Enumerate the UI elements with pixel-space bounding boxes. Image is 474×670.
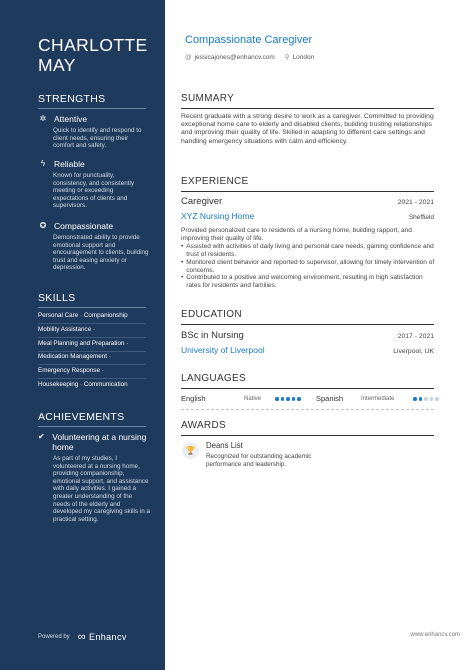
education-school: University of Liverpool bbox=[181, 345, 265, 355]
strengths-heading: STRENGTHS bbox=[38, 93, 106, 105]
rating-dot bbox=[297, 397, 301, 401]
achievements-heading: ACHIEVEMENTS bbox=[38, 411, 125, 423]
summary-divider bbox=[181, 108, 434, 109]
award-description: Recognized for outstanding academic performance and leadership. bbox=[206, 453, 312, 468]
rating-dot bbox=[281, 397, 285, 401]
experience-divider bbox=[181, 191, 434, 192]
language-english: English bbox=[181, 394, 206, 403]
education-dates: 2017 - 2021 bbox=[397, 333, 434, 340]
skill-row: Medication Management · bbox=[38, 353, 111, 360]
experience-company-row bbox=[181, 211, 434, 221]
main-content bbox=[165, 0, 474, 670]
location: ⚲ London bbox=[284, 53, 315, 61]
education-location: Liverpool, UK bbox=[393, 348, 434, 355]
sparkle-icon: ✲ bbox=[39, 114, 47, 123]
lightning-icon: ϟ bbox=[40, 159, 46, 168]
experience-details bbox=[181, 227, 436, 290]
education-degree: BSc in Nursing bbox=[181, 330, 244, 341]
awards-heading: AWARDS bbox=[181, 420, 226, 431]
strength-reliable: ϟ Reliable Known for punctuality, consistency, and consistently meeting or exceeding expectations of clients and supervisors. bbox=[38, 159, 150, 210]
education-school-row bbox=[181, 345, 434, 355]
rating-dot bbox=[430, 397, 434, 401]
sidebar bbox=[0, 0, 165, 670]
skill-row: Meal Planning and Preparation · bbox=[38, 340, 129, 347]
candidate-name: CHARLOTTE MAY bbox=[38, 35, 148, 75]
rating-dot bbox=[413, 397, 417, 401]
achievements-divider bbox=[38, 426, 146, 427]
skill-divider bbox=[38, 351, 146, 352]
website-link[interactable]: www.enhancv.com bbox=[410, 632, 460, 638]
experience-heading: EXPERIENCE bbox=[181, 176, 249, 187]
powered-by: Powered by ∞ Enhancv bbox=[38, 631, 127, 643]
skills-divider bbox=[38, 307, 146, 308]
rating-dot bbox=[286, 397, 290, 401]
experience-dates: 2021 - 2021 bbox=[397, 199, 434, 206]
skill-row: Personal Care · Companionship bbox=[38, 312, 128, 319]
at-icon: @ bbox=[185, 53, 192, 61]
skill-row: Housekeeping · Communication bbox=[38, 381, 128, 388]
skill-divider bbox=[38, 364, 146, 365]
language-level: Native bbox=[244, 396, 262, 402]
check-icon: ✔ bbox=[38, 432, 45, 441]
rating-dot bbox=[419, 397, 423, 401]
skill-divider bbox=[38, 323, 146, 324]
languages-divider bbox=[181, 388, 434, 389]
strengths-divider bbox=[38, 108, 146, 109]
skill-divider bbox=[38, 378, 146, 379]
award-name: Deans List bbox=[206, 441, 243, 450]
language-level: Intermediate bbox=[361, 396, 395, 402]
infinity-icon: ∞ bbox=[77, 631, 86, 643]
rating-dot bbox=[292, 397, 296, 401]
language-rating-english bbox=[275, 397, 301, 401]
list-item: • Contributed to a positive and welcoming environment, resulting in high satisfaction rates for residents and families. bbox=[181, 274, 423, 290]
languages-dotted-divider bbox=[181, 409, 434, 410]
language-rating-spanish bbox=[413, 397, 439, 401]
rating-dot bbox=[424, 397, 428, 401]
list-item: • Assisted with activities of daily living and personal care needs, gaining confidence and trust of residents. bbox=[181, 242, 434, 258]
awards-divider bbox=[181, 435, 434, 436]
education-divider bbox=[181, 324, 434, 325]
job-title: Compassionate Caregiver bbox=[185, 34, 313, 46]
contact-info bbox=[185, 53, 314, 61]
skills-heading: SKILLS bbox=[38, 292, 76, 304]
experience-intro: Provided personalized care to residents of a nursing home, building rapport, and improving their quality of life. bbox=[181, 227, 412, 242]
experience-role-row bbox=[181, 196, 434, 207]
skill-divider bbox=[38, 337, 146, 338]
summary-text: Recent graduate with a strong desire to work as a caregiver. Committed to providing exceptional home care to elderly and disabled clients, building trusting relationships and improving their quality of life. Skilled in adapting to different care settings and handling emergency situations with calm and efficiency. bbox=[181, 113, 434, 145]
strength-attentive: ✲ Attentive Quick to identify and respond to client needs, ensuring their comfort and safety. bbox=[39, 114, 142, 150]
summary-heading: SUMMARY bbox=[181, 93, 235, 104]
enhancv-logo: ∞ Enhancv bbox=[77, 631, 127, 643]
trophy-icon: 🏆 bbox=[182, 442, 199, 459]
education-heading: EDUCATION bbox=[181, 309, 242, 320]
skill-row: Emergency Response · bbox=[38, 367, 104, 374]
list-item: • Monitored client behavior and reported to supervisor, allowing for timely intervention of concerns. bbox=[181, 258, 435, 274]
experience-role: Caregiver bbox=[181, 196, 223, 207]
experience-location: Sheffield bbox=[408, 214, 434, 221]
medal-icon: ✪ bbox=[39, 221, 47, 230]
rating-dot bbox=[275, 397, 279, 401]
skill-row: Mobility Assistance · bbox=[38, 326, 96, 333]
languages-heading: LANGUAGES bbox=[181, 373, 246, 384]
education-degree-row bbox=[181, 330, 434, 341]
experience-company: XYZ Nursing Home bbox=[181, 211, 255, 221]
achievement-volunteering: ✔ Volunteering at a nursing home As part of my studies, I volunteered at a nursing home, providing companionship, emotional support, and assistance with daily activities. I gained a greater understanding of the needs of the elderly and developed my caregiving skills in a practical setting. bbox=[38, 432, 150, 523]
location-pin-icon: ⚲ bbox=[284, 54, 290, 61]
email[interactable]: @ jessicajones@enhancv.com bbox=[185, 53, 275, 61]
rating-dot bbox=[435, 397, 439, 401]
language-spanish: Spanish bbox=[316, 394, 344, 403]
strength-compassionate: ✪ Compassionate Demonstrated ability to provide emotional support and encouragement to clients, building trust and easing anxiety or depression. bbox=[39, 221, 149, 272]
